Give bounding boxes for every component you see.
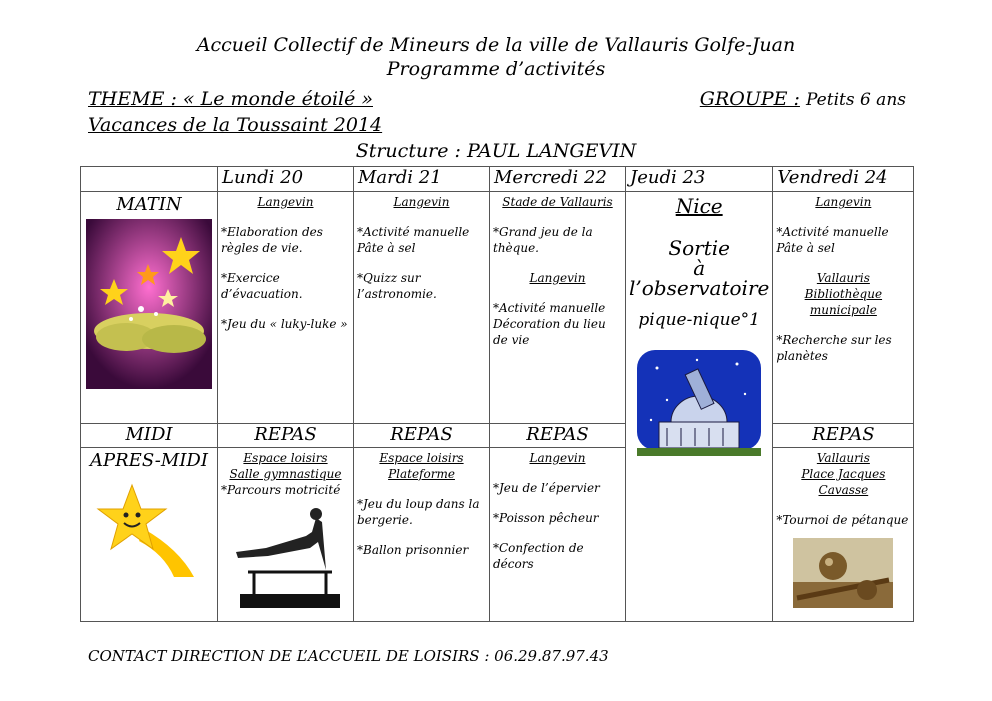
location: Langevin [529, 271, 586, 285]
activity: *Activité manuelle Pâte à sel [776, 225, 889, 255]
repas-cell: REPAS [354, 424, 490, 448]
activity: *Tournoi de pétanque [776, 513, 909, 527]
header-row [81, 167, 914, 192]
lundi-matin [218, 192, 354, 424]
groupe [700, 88, 906, 110]
jeudi-place: Nice [675, 194, 723, 218]
day-header: Jeudi 23 [626, 167, 773, 192]
vacances-label: Vacances de la Toussaint 2014 [88, 114, 383, 136]
contact-footer: CONTACT DIRECTION DE L’ACCUEIL DE LOISIRS : 06.29.87.97.43 [88, 647, 609, 665]
mercredi-apres-midi [490, 448, 626, 622]
vendredi-matin [773, 192, 914, 424]
location: Bibliothèque [804, 287, 883, 301]
activity: *Recherche sur les planètes [776, 333, 892, 363]
activity: *Jeu de l’épervier [493, 481, 600, 495]
activity: *Poisson pêcheur [493, 511, 599, 525]
mardi-apres-midi [354, 448, 490, 622]
repas-cell: REPAS [218, 424, 354, 448]
theme-label: THEME : « Le monde étoilé » [88, 88, 373, 110]
activity: *Activité manuelle Décoration du lieu de vie [493, 301, 606, 347]
petanque-illustration [793, 538, 893, 608]
observatory-illustration [637, 350, 761, 468]
shooting-stars-illustration [86, 219, 212, 389]
location: Espace loisirs [379, 451, 464, 465]
activity: *Elaboration des règles de vie. [221, 225, 323, 255]
day-header: Mardi 21 [354, 167, 490, 192]
groupe-value: Petits 6 ans [806, 90, 906, 110]
jeudi-line: à [693, 256, 706, 280]
location: Salle gymnastique [229, 467, 342, 481]
smiling-star-illustration [94, 479, 204, 579]
gymnast-illustration [226, 502, 346, 612]
jeudi-sortie [626, 192, 773, 622]
location: Langevin [257, 195, 314, 209]
location: Plateforme [388, 467, 455, 481]
location: Vallauris [816, 271, 870, 285]
matin-label-cell [81, 192, 218, 424]
repas-cell: REPAS [773, 424, 914, 448]
groupe-label: GROUPE : [699, 88, 800, 110]
activity: *Parcours motricité [221, 483, 341, 497]
lundi-apres-midi [218, 448, 354, 622]
jeudi-line: Sortie [668, 236, 730, 260]
program-table [80, 166, 914, 622]
activity: *Jeu du « luky-luke » [221, 317, 348, 331]
apres-midi-row [81, 448, 914, 622]
mercredi-matin [490, 192, 626, 424]
location: Place Jacques Cavasse [801, 467, 886, 497]
apres-midi-label-cell [81, 448, 218, 622]
apres-midi-label: APRES-MIDI [90, 450, 208, 471]
activity: *Jeu du loup dans la bergerie. [357, 497, 480, 527]
activity: *Confection de décors [493, 541, 584, 571]
location: municipale [809, 303, 877, 317]
location: Langevin [529, 451, 586, 465]
location: Espace loisirs [243, 451, 328, 465]
midi-label: MIDI [81, 424, 218, 448]
matin-label: MATIN [116, 194, 182, 215]
location: Langevin [393, 195, 450, 209]
mardi-matin [354, 192, 490, 424]
day-header: Mercredi 22 [490, 167, 626, 192]
activity: *Ballon prisonnier [357, 543, 469, 557]
midi-row [81, 424, 914, 448]
location: Stade de Vallauris [502, 195, 613, 209]
location: Vallauris [816, 451, 870, 465]
doc-title: Accueil Collectif de Mineurs de la ville de Vallauris Golfe-Juan [196, 34, 796, 56]
repas-cell: REPAS [490, 424, 626, 448]
doc-subtitle: Programme d’activités [386, 58, 606, 80]
activity: *Activité manuelle Pâte à sel [357, 225, 470, 255]
jeudi-line: l’observatoire [629, 276, 770, 300]
matin-row [81, 192, 914, 424]
structure-label: Structure : PAUL LANGEVIN [355, 140, 637, 162]
activity: *Quizz sur l’astronomie. [357, 271, 437, 301]
jeudi-line: pique-nique°1 [638, 310, 760, 330]
corner-cell [81, 167, 218, 192]
vendredi-apres-midi [773, 448, 914, 622]
day-header: Lundi 20 [218, 167, 354, 192]
activity: *Grand jeu de la thèque. [493, 225, 593, 255]
day-header: Vendredi 24 [773, 167, 914, 192]
location: Langevin [815, 195, 872, 209]
activity: *Exercice d’évacuation. [221, 271, 303, 301]
